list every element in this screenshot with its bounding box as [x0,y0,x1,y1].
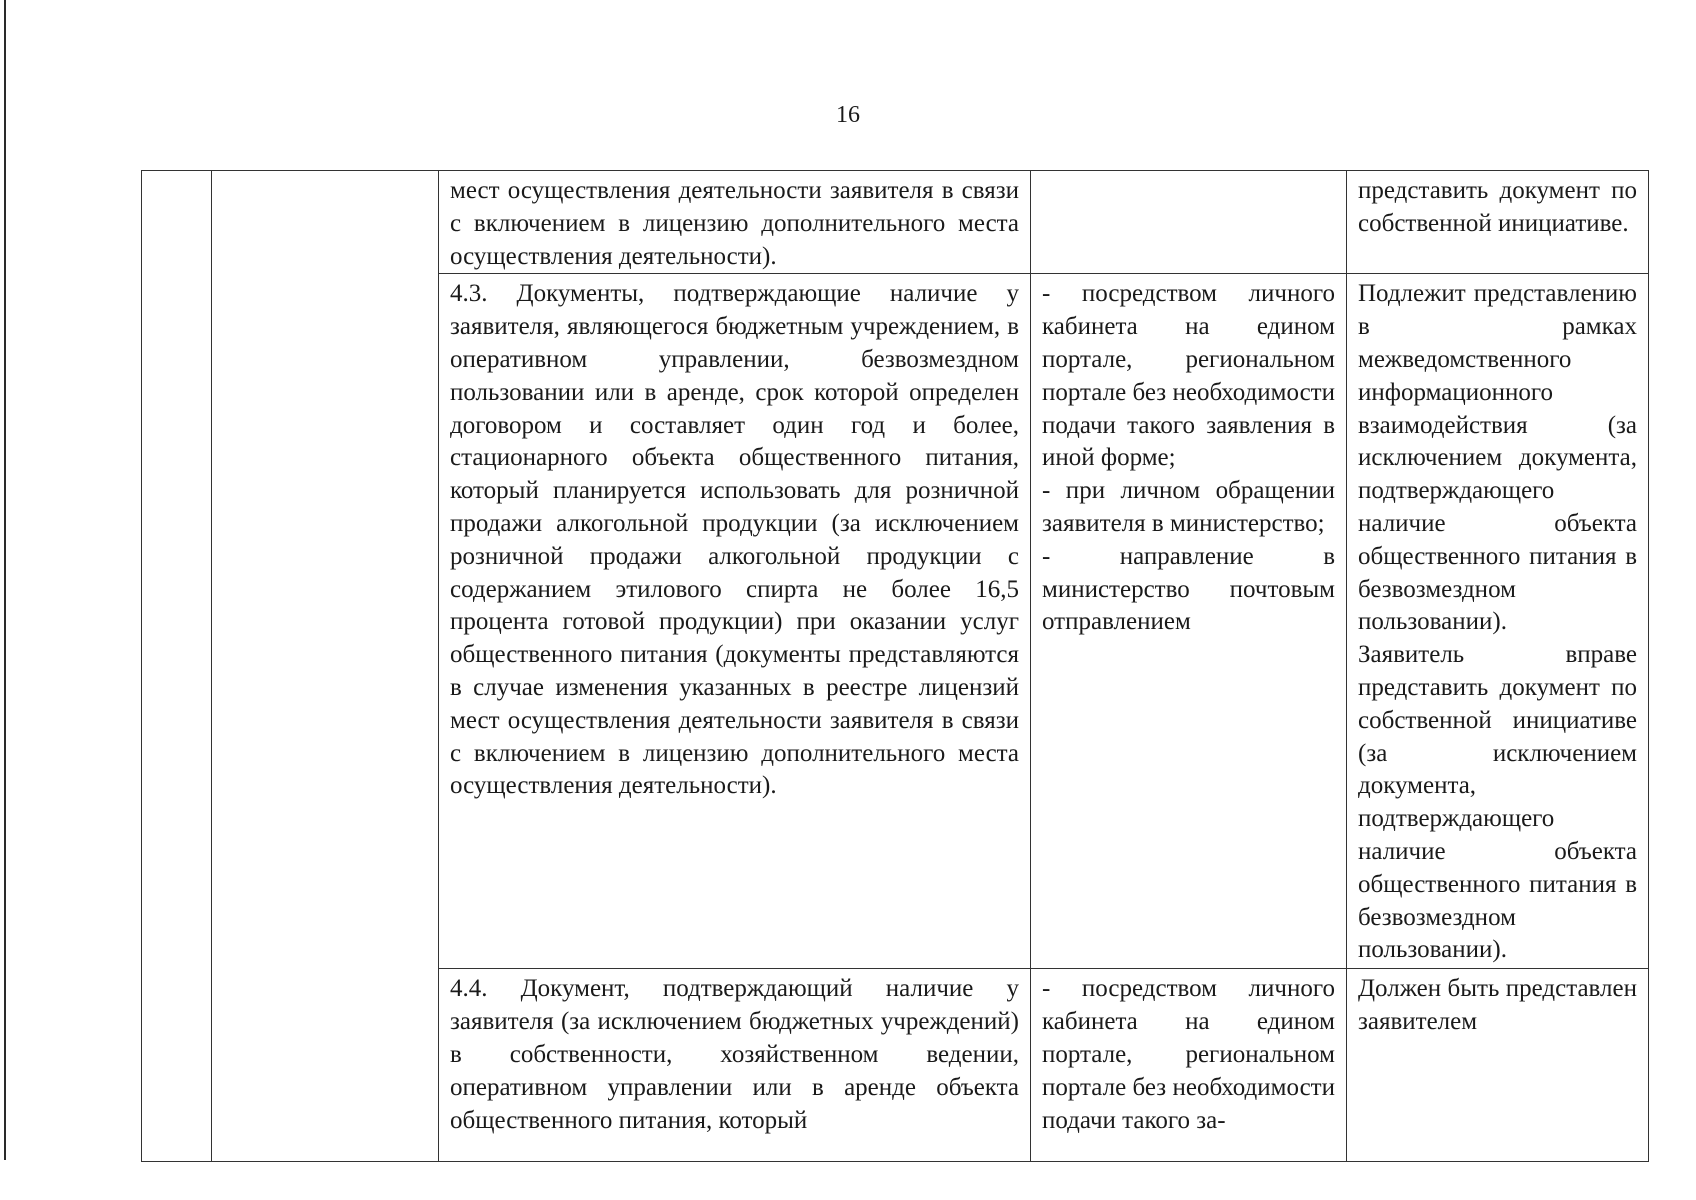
page-left-edge-line [4,0,6,1160]
note-text: Должен быть представлен заявителем [1358,975,1637,1036]
document-table [141,170,1649,1162]
method-text: - посредством личного кабинета на едином портале, региональном портале без необходимости подачи такого заявления в иной форме; - при личном обращении заявителя в министерство; - направление в министерство почтовым отправлением [1042,280,1335,636]
table-cell-note [1347,274,1649,969]
table-cell-document [439,274,1031,969]
table-cell-number [142,171,212,1162]
table-cell-document [439,171,1031,274]
table-cell-method [1031,969,1347,1162]
note-text: представить документ по собственной инициативе. [1358,177,1637,237]
table-cell-service [212,171,439,1162]
table-row [142,171,1649,274]
table-cell-method [1031,171,1347,274]
table-cell-method [1031,274,1347,969]
table-cell-document [439,969,1031,1162]
method-text: - посредством личного кабинета на едином портале, региональном портале без необходимости подачи такого за- [1042,975,1335,1134]
document-text: мест осуществления деятельности заявителя в связи с включением в лицензию дополнительного места осуществления деятельности). [450,177,1019,270]
table-cell-note [1347,969,1649,1162]
document-text: 4.4. Документ, подтверждающий наличие у заявителя (за исключением бюджетных учреждений) в собственности, хозяйственном ведении, оперативном управлении или в аренде объекта общественного питания, который [450,975,1019,1134]
table-cell-note [1347,171,1649,274]
note-text: Подлежит представлению в рамках межведомственного информационного взаимодействия (за исключением документа, подтверждающего наличие объекта общественного питания в безвозмездном пользовании). Заявитель вправе представить документ по собственной инициативе (за исключением документа, подтверждающего наличие объекта общественного питания в безвозмездном пользовании). [1358,280,1637,964]
page-number: 16 [836,102,860,128]
document-text: 4.3. Документы, подтверждающие наличие у заявителя, являющегося бюджетным учреждением, в оперативном управлении, безвозмездном пользовании или в аренде, срок которой определен договором и составляет один год и более, стационарного объекта общественного питания, который планируется использовать для розничной продажи алкогольной продукции (за исключением розничной продажи алкогольной продукции с содержанием этилового спирта не более 16,5 процента готовой продукции) при оказании услуг общественного питания (документы представляются в случае изменения указанных в реестре лицензий мест осуществления деятельности заявителя в связи с включением в лицензию дополнительного места осуществления деятельности). [450,280,1019,800]
